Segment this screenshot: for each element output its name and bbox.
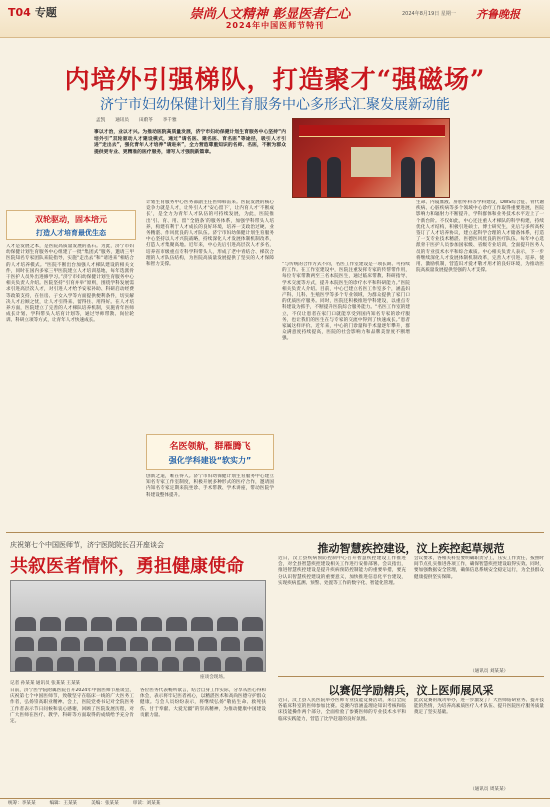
article-column: 近日，汶上县人民医院举办医师专业技能竞赛活动，来自全院各临床科室的医师参加比赛。竞赛内容涵盖理论知识考核和临床技能操作两个部分，全面检验了参赛医师的专业技术水平和临床实践能力，营造了比学赶超的良好氛围。 xyxy=(278,698,406,722)
page-number: T04 专题 xyxy=(8,6,57,19)
article-column: 此次竞赛的成功举办，进一步激发了广大医师钻研业务、提升技能的热情，为培养高素质医疗人才队伍、提升医院医疗服务质量奠定了坚实基础。 xyxy=(414,698,544,716)
section-heading-1-main: 双轮驱动，固本培元 xyxy=(35,215,107,224)
article-byline: 记者 孙某某 通讯员 张某某 王某某 xyxy=(10,681,81,686)
photo-audience-row xyxy=(15,637,263,651)
article-source: （通讯员 周某某） xyxy=(470,787,509,792)
photo-person xyxy=(421,157,435,197)
article-column: 人才是发展之本，是医院高质量发展的基石。为此，济宁市妇幼保健计划生育服务中心组建了一批“集团式”服务，邀请三甲医院知名专家团队来院指导，实施“走出去”和“请进来”相结合的人才培养模式。“医院不断出台加强人才梯队建设的相关文件，同时在国内多家三甲医院建立人才培训基地，每年选派骨干医护人员外出进修学习。”济宁市妇幼保健计划生育服务中心相关负责人介绍。医院坚持“引育并举”原则，围绕学科发展需求引进高层次人才，对引进人才给予安家补助、科研启动经费等政策支持，在住房、子女入学等方面提供便利条件，切实解决人才后顾之忧，让人才引得来、留得住、用得好。在人才培养方面，医院建立了完善的人才梯队培养机制，实施青年医师成长计划、学科带头人培育计划等，通过导师带教、岗位轮训、科研立项等方式，让青年人才快速成长。 xyxy=(6,244,134,324)
article-title: 以赛促学励精兵，汶上医师展风采 xyxy=(328,684,494,697)
article-column: 生命、内镜血液、肝胆外科等学科建设，DWS综合征、骨代谢疾病、心脏疾病等多个领域中心诊疗工作取得重要进展，医院影响力和辐射力不断提升，学科群体和业务技术水平迈上了一个新台阶。不仅如此，中心还注重人才梯队的科学构建，持续优化人才结构，积极引进硕士、博士研究生，先后与多所高校签订了人才培养协议，建立起科学合理的人才储备体系，打造了一支专业技术精湛、医德医风优良的医疗队伍。每年中心选派骨干医护人员参加国家级、省级专业培训，全面提升医务人员的专业技术水平和综合素质。中心相关负责人表示，下一步将继续深化人才发展体制机制改革，完善人才引进、培养、使用、激励机制，营造识才爱才敬才用才的良好环境，为推动医院高质量发展提供坚强的人才支撑。 xyxy=(416,200,544,274)
article-kicker: 庆祝第七个中国医师节，济宁医院院长召开座谈会 xyxy=(10,541,164,549)
photo-caption: 座谈会现场。 xyxy=(200,675,228,680)
section-heading-2-sub: 强化学科建设“软实力” xyxy=(168,456,252,465)
photo-audience-row xyxy=(15,617,263,631)
article-column: 会议要求，各相关科室要明确职责分工，压实工作责任，按照时间节点扎实推进各项工作，确保智慧疾控建设取得实效。同时，要加强数据安全管理，确保信息系统安全稳定运行，为全县群众健康提供坚实保障。 xyxy=(414,556,544,580)
article-column: 计划生育服务中心医务部副主任医师韩雷来。医院发展的核心竞争力就是人才，让外引人才‘安心留下’，让内育人才‘不断成长’，是全力为青年人才队伍的可持续发展，为此，医院推出‘引、育、用、留’‘全链条’的服务体系，加强学科带头人培养，构建有利于人才成长的良好环境，培养一支政治过硬、业务精湛、作风优良的人才队伍。济宁市妇幼保健计划生育服务中心坚持以人才兴院战略，持续深化人才发展体制机制改革，打造人才集聚高地。近年来，中心先后引进高层次人才多名，培养省市级重点专科学科带头人，形成了老中青结合、梯次合理的人才队伍结构，为医院高质量发展提供了坚实的人才保障和智力支撑。 xyxy=(146,200,274,268)
article-column: 近日，汶上县疾病预防控制中心召开智慧疾控建设工作推进会，对全县智慧疾控建设相关工作进行安排部署。会议指出，推进智慧疾控建设是提升疾病预防控制能力的重要举措，要充分认识智慧疾控建设的重要意义，加快推进信息化平台建设，实现疾病监测、预警、处置等工作的数字化、智能化管理。 xyxy=(278,556,406,586)
article-column: 日前，济宁医学院附属医院召开2024年中国医师节座谈会，庆祝第七个中国医师节，致敬坚守在临床一线的广大医务工作者，弘扬崇高职业精神。会上，医院党委书记对全院医务工作者表示节日问候和衷心感谢，回顾了医院发展历程，对广大医师在医疗、教学、科研等方面取得的成绩给予充分肯定。 xyxy=(10,688,134,725)
footer-credit: 美编：张某某 xyxy=(91,801,119,806)
article-column: 各位医务代表畅所欲言，结合自身工作实际，分享从医心得和体会，表示将牢记医者初心，以精湛医术和高尚医德守护群众健康。与会人员纷纷表示，将继续弘扬“敬佑生命、救死扶伤、甘于奉献、大爱无疆”的崇高精神，为推动健康中国建设贡献力量。 xyxy=(140,688,266,718)
page-footer xyxy=(0,798,550,807)
article-column: “与传统的合作方式不同，名医工作室建设是一项长期、可持续的工作。在工作室建设中，医院注重发挥专家的传帮带作用，每位专家带教两至三名本院医生，通过临床带教、科研指导、学术交流等方式，提升本院医生的诊疗水平和科研能力。”医院相关负责人介绍。目前，中心已建立名医工作室多个，涵盖妇产科、儿科、生殖医学等多个专业领域，为群众提供了家门口的优质医疗服务。同时，医院还积极推进学科建设，以重点专科建设为抓手，不断提升医院综合服务能力。“名医工作室的建立，不仅让患者在家门口就能享受到国内知名专家的诊疗服务，也让我们的医生在与专家的交流中得到了快速成长。”患者家属这样评价。近年来，中心的门诊量和手术量逐年攀升，群众满意度持续提高，医院的社会影响力和品牌美誉度不断增强。 xyxy=(282,262,410,342)
newspaper-logo: 齐鲁晚报 xyxy=(476,8,520,21)
footer-credit: 统筹：李某某 xyxy=(8,801,36,806)
banner-slogan: 崇尚人文精神 彰显医者仁心 xyxy=(189,7,351,22)
byline-item: 通讯员 xyxy=(115,117,129,123)
section-divider xyxy=(278,676,544,677)
byline-item: 田蔚苓 xyxy=(139,117,153,123)
footer-credit: 编辑：王某某 xyxy=(49,801,78,806)
byline-item: 孟凯 xyxy=(96,117,106,123)
banner-subtitle: 2024年中国医师节特刊 xyxy=(225,21,325,30)
section-label: 专题 xyxy=(34,6,57,19)
byline-item: 李千雅 xyxy=(162,117,177,123)
section-heading-2 xyxy=(146,434,274,470)
meeting-photo xyxy=(10,580,266,672)
article-source: （通讯员 刘某某） xyxy=(470,669,509,674)
photo-podium xyxy=(351,147,391,177)
section-heading-2-main: 名医领航，群雁腾飞 xyxy=(169,442,251,452)
article-title: 推动智慧疾控建设，汶上疾控起草规范 xyxy=(317,542,505,555)
section-divider xyxy=(6,532,544,533)
section-heading-1-sub: 打造人才培育最优生态 xyxy=(36,229,106,237)
article-title: 共叙医者情怀，勇担健康使命 xyxy=(10,556,244,577)
ceremony-photo xyxy=(292,118,450,198)
main-headline: 内培外引强梯队，打造聚才“强磁场” xyxy=(64,65,486,94)
photo-audience-row xyxy=(15,657,263,671)
photo-person xyxy=(401,157,415,197)
photo-stage-banner xyxy=(299,125,445,137)
footer-credit: 审读：刘某某 xyxy=(132,801,161,806)
issue-date: 2024年8月19日 星期一 xyxy=(402,11,456,17)
photo-person xyxy=(327,157,341,197)
main-subhead: 济宁市妇幼保健计划生育服务中心多形式汇聚发展新动能 xyxy=(100,97,450,113)
photo-person xyxy=(307,157,321,197)
section-heading-1 xyxy=(6,210,136,240)
article-summary: 事以才治，业以才兴。为推动医院高质量发展，济宁市妇幼保健计划生育服务中心坚持“内培外引”双轮驱动人才建设模式，通过“请名医、建名医、育名医”等途径，吸引人才引进“走出去”，强化青年人才培养“请进来”，全力营造尊重知识的名师、名医，不断为群众提供更专业、更精准的医疗服务，谱写人才强院新篇章。 xyxy=(94,130,286,155)
article-column: 创新之道，唯在得人。济宁市妇幼保健计划生育服务中心建立知名专家工作室制度，积极开展多种形式的医疗合作，邀请国内知名专家定期来院坐诊、手术带教、学术讲座，带动医院学科建设整体提升。 xyxy=(146,474,274,498)
